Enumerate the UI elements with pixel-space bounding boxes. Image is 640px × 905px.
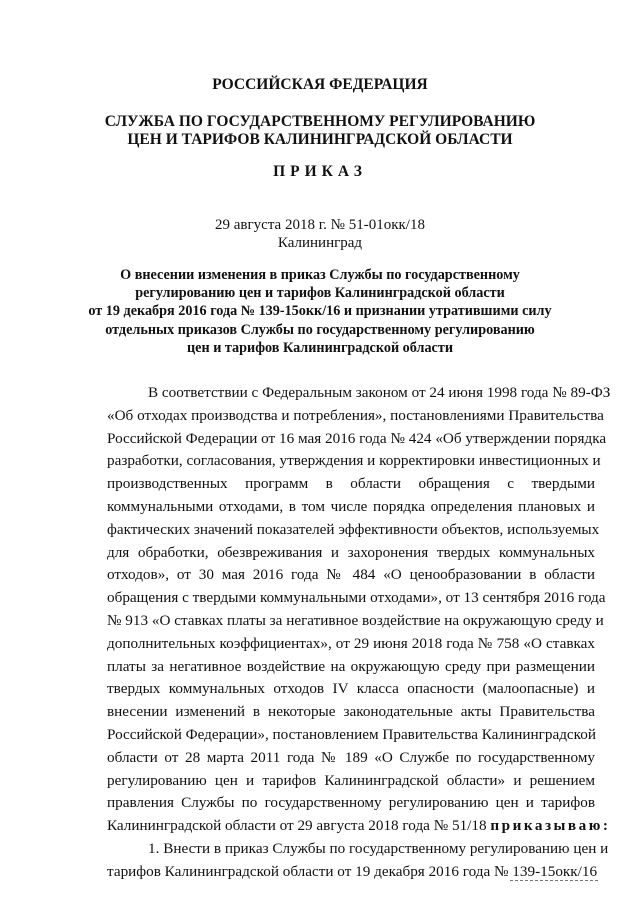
body-line: коммунальными отходами, в том числе порядка определения плановых и: [107, 497, 595, 515]
body-line: платы за негативное воздействие на окружающую среду при размещении: [107, 657, 595, 675]
body-line: отходов», от 30 мая 2016 года № 484 «О ценообразовании в области: [107, 566, 595, 584]
body-line: № 913 «О ставках платы за негативное воздействие на окружающую среду и: [107, 611, 604, 629]
body-line: разработки, согласования, утверждения и корректировки инвестиционных и: [107, 452, 601, 470]
title-line: от 19 декабря 2016 года № 139-15окк/16 и признании утратившими силу: [88, 303, 552, 320]
order-city: Калининград: [277, 235, 363, 251]
order-date-number: 29 августа 2018 г. № 51-01окк/18: [215, 217, 425, 233]
footer-rule: [510, 880, 598, 881]
body-line: фактических значений показателей эффективности объектов, используемых: [107, 520, 600, 538]
body-line-prefix: Калининградской области от 29 августа 2018 года № 51/18: [107, 817, 487, 835]
title-line: О внесении изменения в приказ Службы по государственному: [120, 267, 520, 283]
order-word: приказываю:: [490, 817, 611, 835]
order-title: [0, 266, 640, 357]
federation-heading: РОССИЙСКАЯ ФЕДЕРАЦИЯ: [212, 76, 428, 93]
title-line: цен и тарифов Калининградской области: [187, 339, 453, 356]
body-line: Российской Федерации», постановлением Правительства Калининградской: [107, 725, 597, 743]
service-heading-line: СЛУЖБА ПО ГОСУДАРСТВЕННОМУ РЕГУЛИРОВАНИЮ: [104, 113, 536, 130]
body-line-order: [107, 815, 611, 838]
body-line: для обработки, обезвреживания и захоронения твердых коммунальных: [107, 543, 595, 561]
service-heading: [0, 113, 640, 149]
body-line: дополнительных коэффициентах», от 29 июня 2018 года № 758 «О ставках: [107, 634, 595, 652]
item-1-line: тарифов Калининградской области от 19 декабря 2016 года № 139-15окк/16: [107, 862, 598, 880]
body-line: «Об отходах производства и потребления», постановлениями Правительства: [107, 406, 604, 424]
item-1-line: 1. Внести в приказ Службы по государственному регулированию цен и: [148, 839, 609, 857]
body-line: области от 28 марта 2011 года № 189 «О Службе по государственному: [107, 748, 595, 766]
body-line: В соответствии с Федеральным законом от 24 июня 1998 года № 89-ФЗ: [148, 384, 611, 401]
body-line: обращения с твердыми коммунальными отходами», от 13 сентября 2016 года: [107, 589, 606, 607]
order-meta: [0, 216, 640, 252]
title-line: регулированию цен и тарифов Калининградской области: [135, 285, 505, 302]
body-line: регулированию цен и тарифов Калининградской области» и решением: [107, 771, 595, 789]
title-line: отдельных приказов Службы по государственному регулированию: [105, 321, 535, 338]
service-heading-line: ЦЕН И ТАРИФОВ КАЛИНИНГРАДСКОЙ ОБЛАСТИ: [127, 131, 513, 148]
body-line: Российской Федерации от 16 мая 2016 года № 424 «Об утверждении порядка: [107, 429, 607, 447]
order-body: [107, 382, 611, 884]
body-line: правления Службы по государственному регулированию цен и тарифов: [107, 794, 595, 812]
body-line: производственных программ в области обращения с твердыми: [107, 475, 595, 493]
body-line: внесении изменений в некоторые законодательные акты Правительства: [107, 703, 595, 721]
order-heading: ПРИКАЗ: [273, 163, 367, 180]
body-line: твердых коммунальных отходов IV класса опасности (малоопасные) и: [107, 680, 595, 698]
